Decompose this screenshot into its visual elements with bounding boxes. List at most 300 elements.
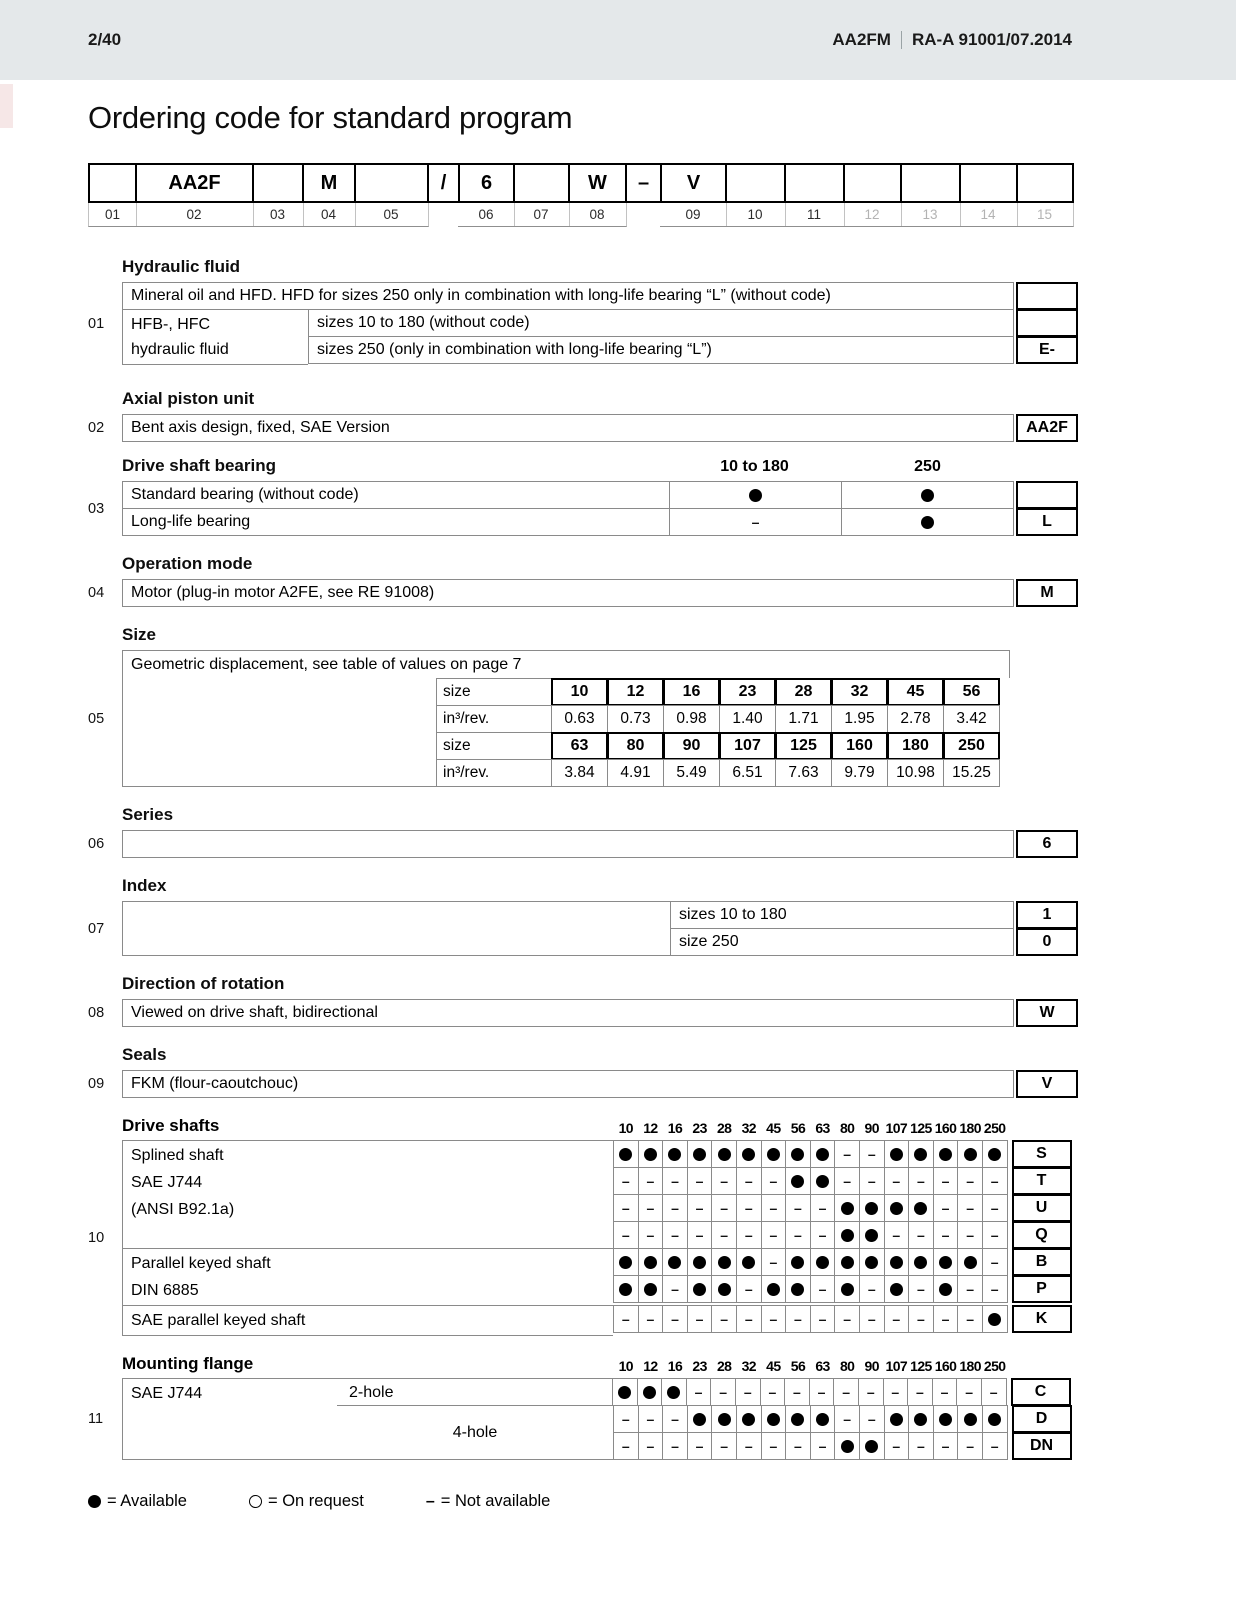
order-code-box: 6: [458, 163, 515, 203]
drive-shafts-groups: [122, 1140, 1078, 1336]
order-code-box: [725, 163, 786, 203]
order-code-box: [784, 163, 845, 203]
table-row: [122, 414, 1078, 442]
index-spacer: [122, 901, 670, 929]
matrix-row: [613, 1432, 1078, 1460]
not-available-cell: –: [711, 1221, 737, 1249]
drive-shaft-group-label: [122, 1305, 613, 1336]
not-available-cell: –: [761, 1432, 787, 1460]
not-available-cell: –: [638, 1432, 664, 1460]
code-box: C: [1011, 1378, 1071, 1406]
not-available-cell: –: [859, 1167, 885, 1195]
not-available-cell: –: [859, 1140, 885, 1168]
size-column-header: 125: [910, 1358, 932, 1374]
not-available-cell: –: [613, 1221, 639, 1249]
order-code-position: 01: [88, 203, 137, 227]
size-column-header: 10: [618, 1120, 633, 1136]
available-cell: [834, 1248, 860, 1276]
not-available-cell: –: [908, 1432, 934, 1460]
code-box: U: [1012, 1194, 1072, 1222]
available-dot: [693, 1413, 706, 1426]
available-cell: [834, 1221, 860, 1249]
available-cell: [933, 1248, 959, 1276]
matrix-row-group: [337, 1405, 1078, 1460]
not-available-cell: –: [810, 1221, 836, 1249]
not-available-cell: –: [736, 1275, 762, 1303]
code-box: S: [1012, 1140, 1072, 1168]
section-seals: [88, 1045, 1078, 1098]
available-cell: [761, 1405, 787, 1433]
legend-item: [88, 1492, 187, 1511]
size-rows: [122, 678, 1010, 787]
not-available-cell: –: [834, 1167, 860, 1195]
available-cell: [933, 1405, 959, 1433]
not-available-cell: –: [884, 1221, 910, 1249]
not-available-cell: –: [810, 1432, 836, 1460]
not-available-cell: –: [884, 1167, 910, 1195]
bearing-row: [122, 508, 1078, 536]
order-code-box: –: [625, 163, 662, 203]
not-available-cell: –: [859, 1405, 885, 1433]
available-dot: [890, 1202, 903, 1215]
available-cell: [736, 1248, 762, 1276]
available-cell: [638, 1140, 664, 1168]
size-value: 23: [719, 678, 776, 706]
section-number: 02: [88, 420, 105, 436]
not-available-cell: –: [613, 1194, 639, 1222]
section-number: 11: [88, 1411, 104, 1427]
size-spacer: [122, 732, 437, 760]
size-row: [122, 759, 1010, 787]
size-value: 56: [943, 678, 1000, 706]
size-column-header: 10: [618, 1358, 633, 1374]
code-box: [1016, 309, 1078, 337]
available-cell: [638, 1275, 664, 1303]
available-dot: [619, 1256, 632, 1269]
section-heading: Operation mode: [122, 554, 253, 573]
option-text: size 250: [670, 928, 1014, 956]
available-cell: [612, 1378, 638, 1406]
available-cell: [662, 1140, 688, 1168]
not-available-cell: –: [957, 1275, 983, 1303]
not-available-cell: –: [736, 1221, 762, 1249]
section-number: 08: [88, 1005, 105, 1021]
available-dot: [921, 516, 934, 529]
size-column-header: 160: [934, 1120, 957, 1136]
bearing-column-headers: [668, 458, 1078, 476]
available-cell: [687, 1248, 713, 1276]
size-column-header: 12: [643, 1358, 658, 1374]
not-available-cell: –: [711, 1167, 737, 1195]
size-spacer: [122, 678, 437, 706]
code-box: M: [1016, 579, 1078, 607]
drive-shaft-group-label: [122, 1248, 613, 1306]
available-dot: [921, 489, 934, 502]
size-column-header: 63: [815, 1120, 830, 1136]
available-cell: [834, 1194, 860, 1222]
available-cell: [908, 1140, 934, 1168]
size-value: 9.79: [831, 759, 888, 787]
drive-shaft-group: [122, 1140, 1078, 1249]
matrix-row: [613, 1194, 1078, 1222]
size-column-header: 23: [692, 1358, 707, 1374]
available-dot: [914, 1202, 927, 1215]
not-available-cell: –: [785, 1305, 811, 1333]
available-dot: [939, 1283, 952, 1296]
not-available-cell: –: [956, 1378, 982, 1406]
available-dot: [644, 1256, 657, 1269]
size-value: 180: [887, 732, 944, 760]
available-dot: [718, 1283, 731, 1296]
available-cell: [661, 1378, 687, 1406]
code-box: [1016, 481, 1078, 509]
order-code-box: [252, 163, 304, 203]
not-available-cell: –: [834, 1305, 860, 1333]
size-value: 80: [607, 732, 664, 760]
label-line: SAE J744: [131, 1174, 203, 1191]
size-column-header: 160: [934, 1358, 957, 1374]
size-value: 3.84: [551, 759, 608, 787]
available-cell: [785, 1405, 811, 1433]
label-line: DIN 6885: [131, 1282, 199, 1299]
label-line: Splined shaft: [131, 1147, 224, 1164]
available-dot: [767, 1148, 780, 1161]
not-available-cell: –: [761, 1221, 787, 1249]
available-cell: [669, 481, 842, 509]
section-heading: Drive shafts: [122, 1116, 220, 1135]
not-available-cell: –: [859, 1305, 885, 1333]
not-available-cell: –: [735, 1378, 761, 1406]
available-cell: [687, 1405, 713, 1433]
size-column-header: 63: [815, 1358, 830, 1374]
available-cell: [711, 1140, 737, 1168]
size-row: [122, 705, 1010, 733]
not-available-cell: –: [662, 1405, 688, 1433]
available-dot: [914, 1256, 927, 1269]
size-column-header: 180: [959, 1120, 981, 1136]
available-cell: [908, 1405, 934, 1433]
label-line: Parallel keyed shaft: [131, 1255, 271, 1272]
not-available-dash: –: [425, 1492, 435, 1510]
not-available-cell: –: [662, 1194, 688, 1222]
available-cell: [711, 1275, 737, 1303]
not-available-cell: –: [932, 1378, 958, 1406]
available-cell: [841, 508, 1014, 536]
available-cell: [859, 1221, 885, 1249]
order-code-position: 02: [135, 203, 254, 227]
available-dot: [841, 1283, 854, 1296]
order-code-position: [427, 203, 460, 227]
available-dot: [668, 1256, 681, 1269]
not-available-cell: –: [982, 1248, 1008, 1276]
legend-item: [426, 1492, 551, 1511]
available-cell: [908, 1248, 934, 1276]
document-reference: [832, 30, 1072, 50]
size-row: [122, 678, 1010, 706]
not-available-cell: –: [686, 1378, 712, 1406]
not-available-cell: –: [982, 1194, 1008, 1222]
size-column-header: 16: [667, 1120, 683, 1136]
available-dot: [816, 1148, 829, 1161]
available-cell: [761, 1275, 787, 1303]
table-row: [122, 830, 1078, 858]
page-number: 2/40: [88, 30, 122, 49]
section-number: 03: [88, 500, 105, 517]
not-available-cell: –: [638, 1305, 664, 1333]
available-cell: [884, 1140, 910, 1168]
code-box: D: [1012, 1405, 1072, 1433]
not-available-cell: –: [638, 1405, 664, 1433]
matrix-row: [613, 1405, 1078, 1433]
available-dot: [890, 1256, 903, 1269]
order-code-box: V: [660, 163, 727, 203]
order-code-box: [843, 163, 902, 203]
ordering-code-boxes: [88, 163, 1078, 203]
available-dot: [791, 1148, 804, 1161]
not-available-cell: –: [883, 1378, 909, 1406]
order-code-position: 12: [843, 203, 902, 227]
available-cell: [884, 1248, 910, 1276]
size-value: 7.63: [775, 759, 832, 787]
section-number: 07: [88, 920, 105, 937]
available-cell: [711, 1248, 737, 1276]
size-value: 28: [775, 678, 832, 706]
available-dot: [718, 1256, 731, 1269]
size-value: 15.25: [943, 759, 1000, 787]
legend-label: = Not available: [440, 1492, 551, 1510]
not-available-cell: –: [908, 1305, 934, 1333]
size-spacer: [122, 705, 437, 733]
matrix-row: [613, 1248, 1078, 1276]
size-column-header: 180: [959, 1358, 981, 1374]
available-cell: [982, 1305, 1008, 1333]
available-dot: [988, 1148, 1001, 1161]
size-row-label: size: [436, 678, 552, 706]
size-value: 107: [719, 732, 776, 760]
drive-shaft-group-rows: [613, 1140, 1078, 1249]
available-dot: [667, 1386, 680, 1399]
size-column-header: 56: [790, 1120, 806, 1136]
available-cell: [810, 1140, 836, 1168]
section-size: [88, 625, 1078, 787]
size-value: 250: [943, 732, 1000, 760]
matrix-row: [613, 1221, 1078, 1249]
section-series: [88, 805, 1078, 858]
section-heading: Hydraulic fluid: [122, 257, 241, 276]
size-column-header: 80: [839, 1120, 855, 1136]
size-column-header: 23: [692, 1120, 707, 1136]
legend-label: = On request: [267, 1492, 364, 1510]
not-available-cell: –: [662, 1275, 688, 1303]
legend-label: = Available: [107, 1492, 187, 1510]
code-box: T: [1012, 1167, 1072, 1195]
size-value: 63: [551, 732, 608, 760]
size-column-headers: [613, 1120, 1008, 1136]
not-available-cell: –: [933, 1305, 959, 1333]
order-code-position: 05: [354, 203, 429, 227]
available-cell: [884, 1405, 910, 1433]
table-row: [122, 650, 1010, 678]
size-value: 4.91: [607, 759, 664, 787]
table-row-group: [122, 309, 1078, 365]
table-row: [122, 579, 1078, 607]
available-cell: [859, 1194, 885, 1222]
order-code-position: 07: [513, 203, 570, 227]
available-dot: [643, 1386, 656, 1399]
available-cell: [736, 1405, 762, 1433]
size-value: 3.42: [943, 705, 1000, 733]
table-row: [122, 901, 1078, 929]
not-available-cell: –: [662, 1305, 688, 1333]
size-column-header: 250: [983, 1120, 1006, 1136]
size-value: 0.73: [607, 705, 664, 733]
option-text: sizes 10 to 180: [670, 901, 1014, 929]
not-available-cell: –: [859, 1275, 885, 1303]
code-box: 0: [1016, 928, 1078, 956]
available-cell: [662, 1248, 688, 1276]
page-edge-tab: [0, 84, 13, 128]
order-code-position: 10: [725, 203, 786, 227]
size-row: [122, 732, 1010, 760]
section-direction-of-rotation: [88, 974, 1078, 1027]
section-hydraulic-fluid: [88, 257, 1078, 365]
size-value: 16: [663, 678, 720, 706]
table-row: [122, 1070, 1078, 1098]
available-cell: [613, 1140, 639, 1168]
available-dot: [749, 489, 762, 502]
order-code-position: 09: [660, 203, 727, 227]
size-row-label: in³/rev.: [436, 759, 552, 787]
table-row: [308, 309, 1078, 337]
flange-standard-label: SAE J744: [122, 1378, 337, 1460]
not-available-cell: –: [613, 1405, 639, 1433]
available-cell: [736, 1140, 762, 1168]
available-dot: [791, 1413, 804, 1426]
drive-shaft-group-rows: [613, 1305, 1078, 1336]
not-available-cell: –: [761, 1167, 787, 1195]
not-available-cell: –: [982, 1167, 1008, 1195]
matrix-row: [337, 1378, 1078, 1406]
available-dot: [841, 1440, 854, 1453]
available-dot: [964, 1413, 977, 1426]
size-column-header: 107: [885, 1120, 908, 1136]
available-cell: [957, 1405, 983, 1433]
available-cell: [785, 1167, 811, 1195]
size-row-label: in³/rev.: [436, 705, 552, 733]
option-text: Long-life bearing: [122, 508, 670, 536]
size-value: 5.49: [663, 759, 720, 787]
available-cell: [761, 1140, 787, 1168]
order-code-box: /: [427, 163, 460, 203]
available-cell: [884, 1194, 910, 1222]
size-column-header: 90: [864, 1358, 879, 1374]
not-available-cell: –: [736, 1194, 762, 1222]
not-available-cell: –: [785, 1194, 811, 1222]
available-cell: [841, 481, 1014, 509]
available-dot: [693, 1283, 706, 1296]
available-dot: [816, 1256, 829, 1269]
size-value: 0.63: [551, 705, 608, 733]
not-available-cell: –: [933, 1167, 959, 1195]
size-column-header: 125: [910, 1120, 932, 1136]
size-column-header: 90: [864, 1120, 879, 1136]
not-available-cell: –: [834, 1405, 860, 1433]
page-content: [88, 163, 1078, 1511]
not-available-cell: –: [907, 1378, 933, 1406]
available-cell: [637, 1378, 663, 1406]
available-cell: [785, 1248, 811, 1276]
option-text: Viewed on drive shaft, bidirectional: [122, 999, 1014, 1027]
available-cell: [810, 1405, 836, 1433]
not-available-cell: –: [858, 1378, 884, 1406]
order-code-position: 13: [900, 203, 961, 227]
not-available-cell: –: [761, 1194, 787, 1222]
not-available-cell: –: [638, 1221, 664, 1249]
available-dot: [914, 1413, 927, 1426]
not-available-cell: –: [981, 1378, 1007, 1406]
available-cell: [834, 1432, 860, 1460]
code-box: K: [1012, 1305, 1072, 1333]
size-column-header: 16: [667, 1358, 683, 1374]
available-dot: [791, 1256, 804, 1269]
available-dot: [964, 1256, 977, 1269]
not-available-cell: –: [982, 1275, 1008, 1303]
available-dot: [791, 1283, 804, 1296]
available-dot: [988, 1413, 1001, 1426]
not-available-cell: –: [669, 508, 842, 536]
column-header: 10 to 180: [720, 458, 789, 475]
available-cell: [810, 1248, 836, 1276]
code-box: AA2F: [1016, 414, 1078, 442]
available-dot: [865, 1440, 878, 1453]
section-number: 04: [88, 585, 105, 601]
available-cell: [859, 1248, 885, 1276]
section-mounting-flange: [88, 1354, 1078, 1460]
available-dot: [939, 1256, 952, 1269]
size-column-header: 32: [741, 1120, 756, 1136]
order-code-box: [959, 163, 1018, 203]
available-cell: [982, 1140, 1008, 1168]
table-row: [122, 928, 1078, 956]
doc-number: RA-A 91001/07.2014: [911, 30, 1072, 49]
option-text: Standard bearing (without code): [122, 481, 670, 509]
matrix-row: [613, 1305, 1078, 1333]
available-dot: [890, 1148, 903, 1161]
not-available-cell: –: [711, 1194, 737, 1222]
code-box: P: [1012, 1275, 1072, 1303]
code-box: V: [1016, 1070, 1078, 1098]
not-available-cell: –: [785, 1432, 811, 1460]
option-text: sizes 10 to 180 (without code): [308, 309, 1014, 337]
section-number: 10: [88, 1230, 105, 1246]
size-value: 1.40: [719, 705, 776, 733]
on-request-circle: [249, 1495, 262, 1508]
available-dot: [718, 1148, 731, 1161]
not-available-cell: –: [908, 1221, 934, 1249]
code-box: B: [1012, 1248, 1072, 1276]
not-available-cell: –: [687, 1194, 713, 1222]
available-dot: [939, 1413, 952, 1426]
drive-shaft-group-rows: [613, 1248, 1078, 1306]
not-available-cell: –: [884, 1305, 910, 1333]
code-box: [1016, 282, 1078, 310]
not-available-cell: –: [884, 1432, 910, 1460]
available-dot: [618, 1386, 631, 1399]
label-line: hydraulic fluid: [131, 341, 229, 358]
section-drive-shafts: [88, 1116, 1078, 1336]
order-code-box: M: [302, 163, 356, 203]
size-value: 1.95: [831, 705, 888, 733]
